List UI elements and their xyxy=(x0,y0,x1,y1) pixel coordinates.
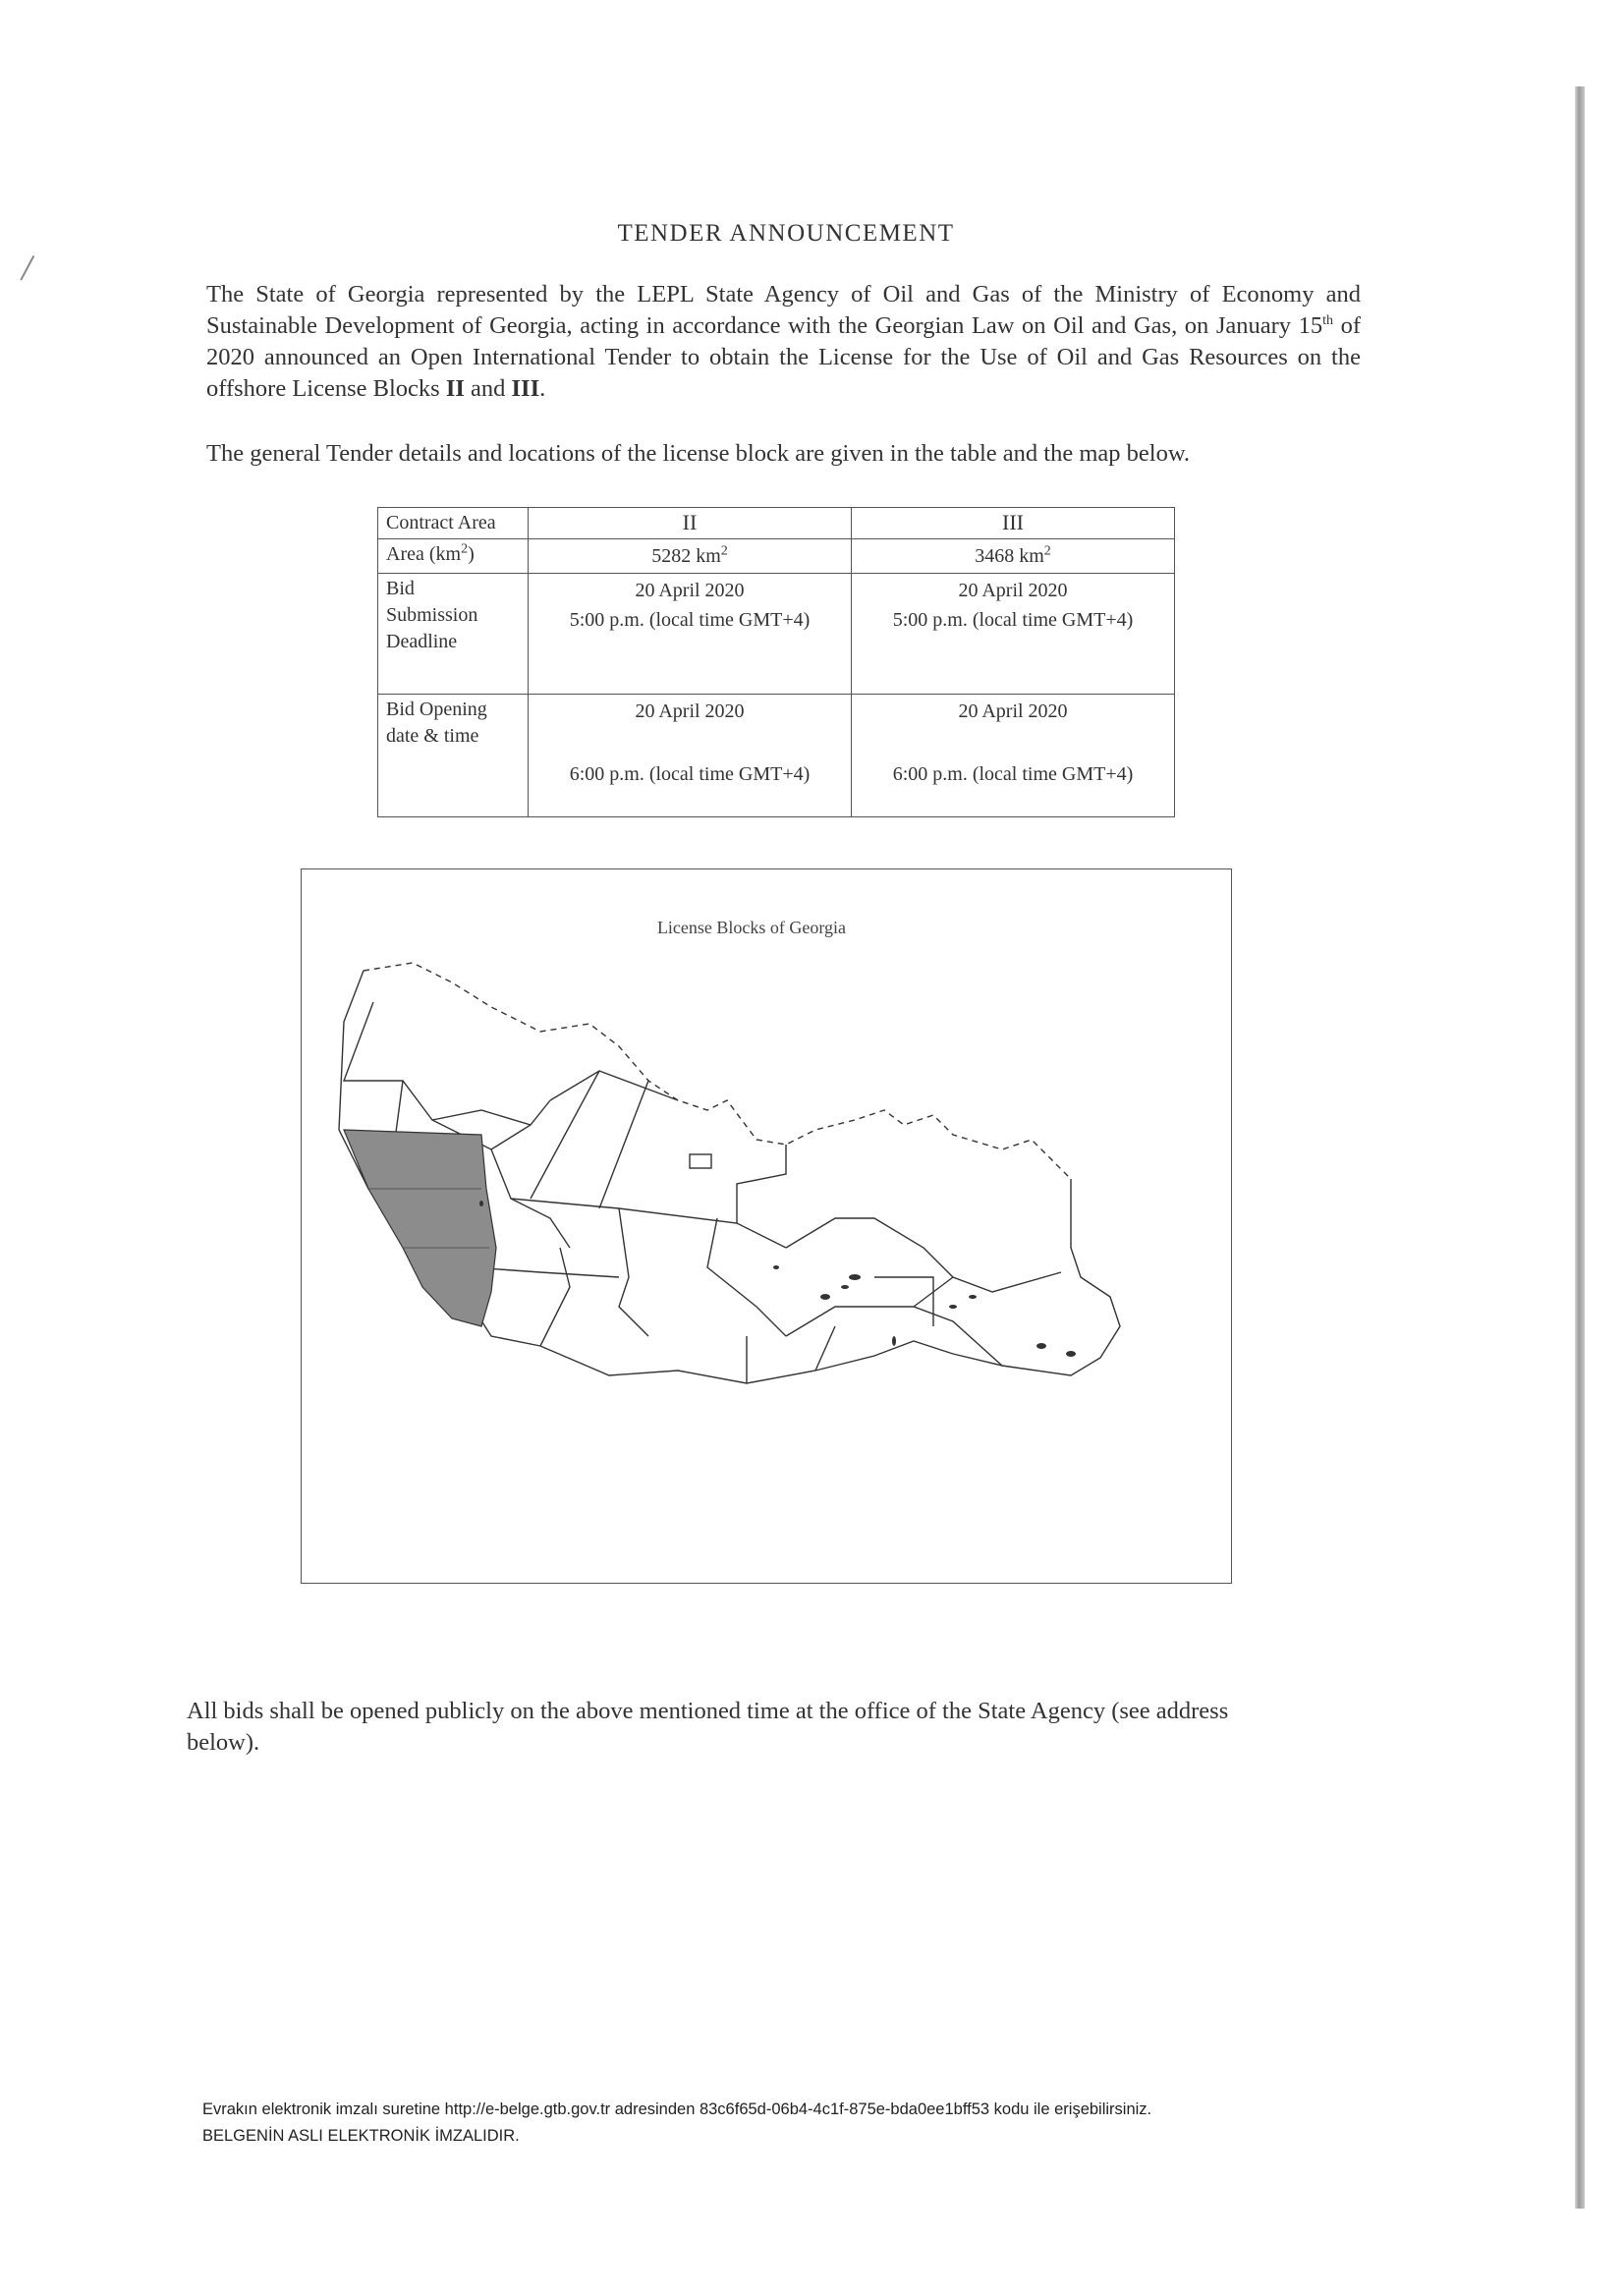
table-row xyxy=(378,508,1175,539)
table-row xyxy=(378,574,1175,695)
footer-line-original: BELGENİN ASLI ELEKTRONİK İMZALIDIR. xyxy=(202,2127,520,2145)
details-paragraph: The general Tender details and locations of the license block are given in the table and the map below. xyxy=(206,440,1191,467)
map-title: License Blocks of Georgia xyxy=(656,918,847,937)
opening-label: Bid Opening date & time xyxy=(378,695,529,817)
column-block-2: II xyxy=(529,508,852,539)
closing-paragraph: All bids shall be opened publicly on the above mentioned time at the office of the State Agency (see address below). xyxy=(187,1698,1229,1756)
opening-block-2: 20 April 2020 6:00 p.m. (local time GMT+4) xyxy=(529,695,852,817)
footer-line-verification: Evrakın elektronik imzalı suretine http://e-belge.gtb.gov.tr adresinden 83c6f65d-06b4-4c1f-875e-bda0ee1bff53 kodu ile erişebilirsiniz. xyxy=(202,2100,1152,2118)
deadline-label: Bid Submission Deadline xyxy=(378,574,529,695)
area-block-2: 5282 $km^2$ xyxy=(529,539,852,574)
intro-paragraph: The State of Georgia represented by the LEPL State Agency of Oil and Gas of the Ministry of Economy and Sustainable Development of Georgia, acting in accordance with the Georgian Law on Oil and Gas, on January 15th of 2020 announced an Open International Tender to obtain the License for the Use of Oil and Gas Resources on the offshore License Blocks II and III. xyxy=(206,281,1361,402)
tender-details-table xyxy=(377,507,1175,817)
opening-block-3: 20 April 2020 6:00 p.m. (local time GMT+4) xyxy=(852,695,1175,817)
offshore-blocks-shaded xyxy=(344,1130,496,1326)
area-block-3: 3468 $km^2$ xyxy=(852,539,1175,574)
stray-pen-mark xyxy=(20,255,46,287)
contract-area-label: Contract Area xyxy=(378,508,529,539)
block-2-label: II xyxy=(445,375,465,402)
e-signature-footer xyxy=(202,2097,1381,2150)
block-3-label: III xyxy=(511,375,540,402)
deadline-block-2: 20 April 2020 5:00 p.m. (local time GMT+4) xyxy=(529,574,852,695)
deadline-block-3: 20 April 2020 5:00 p.m. (local time GMT+4) xyxy=(852,574,1175,695)
column-block-3: III xyxy=(852,508,1175,539)
scan-edge xyxy=(1575,86,1585,2209)
license-blocks-map xyxy=(324,953,1208,1464)
area-label: Area $(km^2)$ xyxy=(378,539,529,574)
document-title: TENDER ANNOUNCEMENT xyxy=(617,220,955,247)
table-row xyxy=(378,695,1175,817)
table-row xyxy=(378,539,1175,574)
